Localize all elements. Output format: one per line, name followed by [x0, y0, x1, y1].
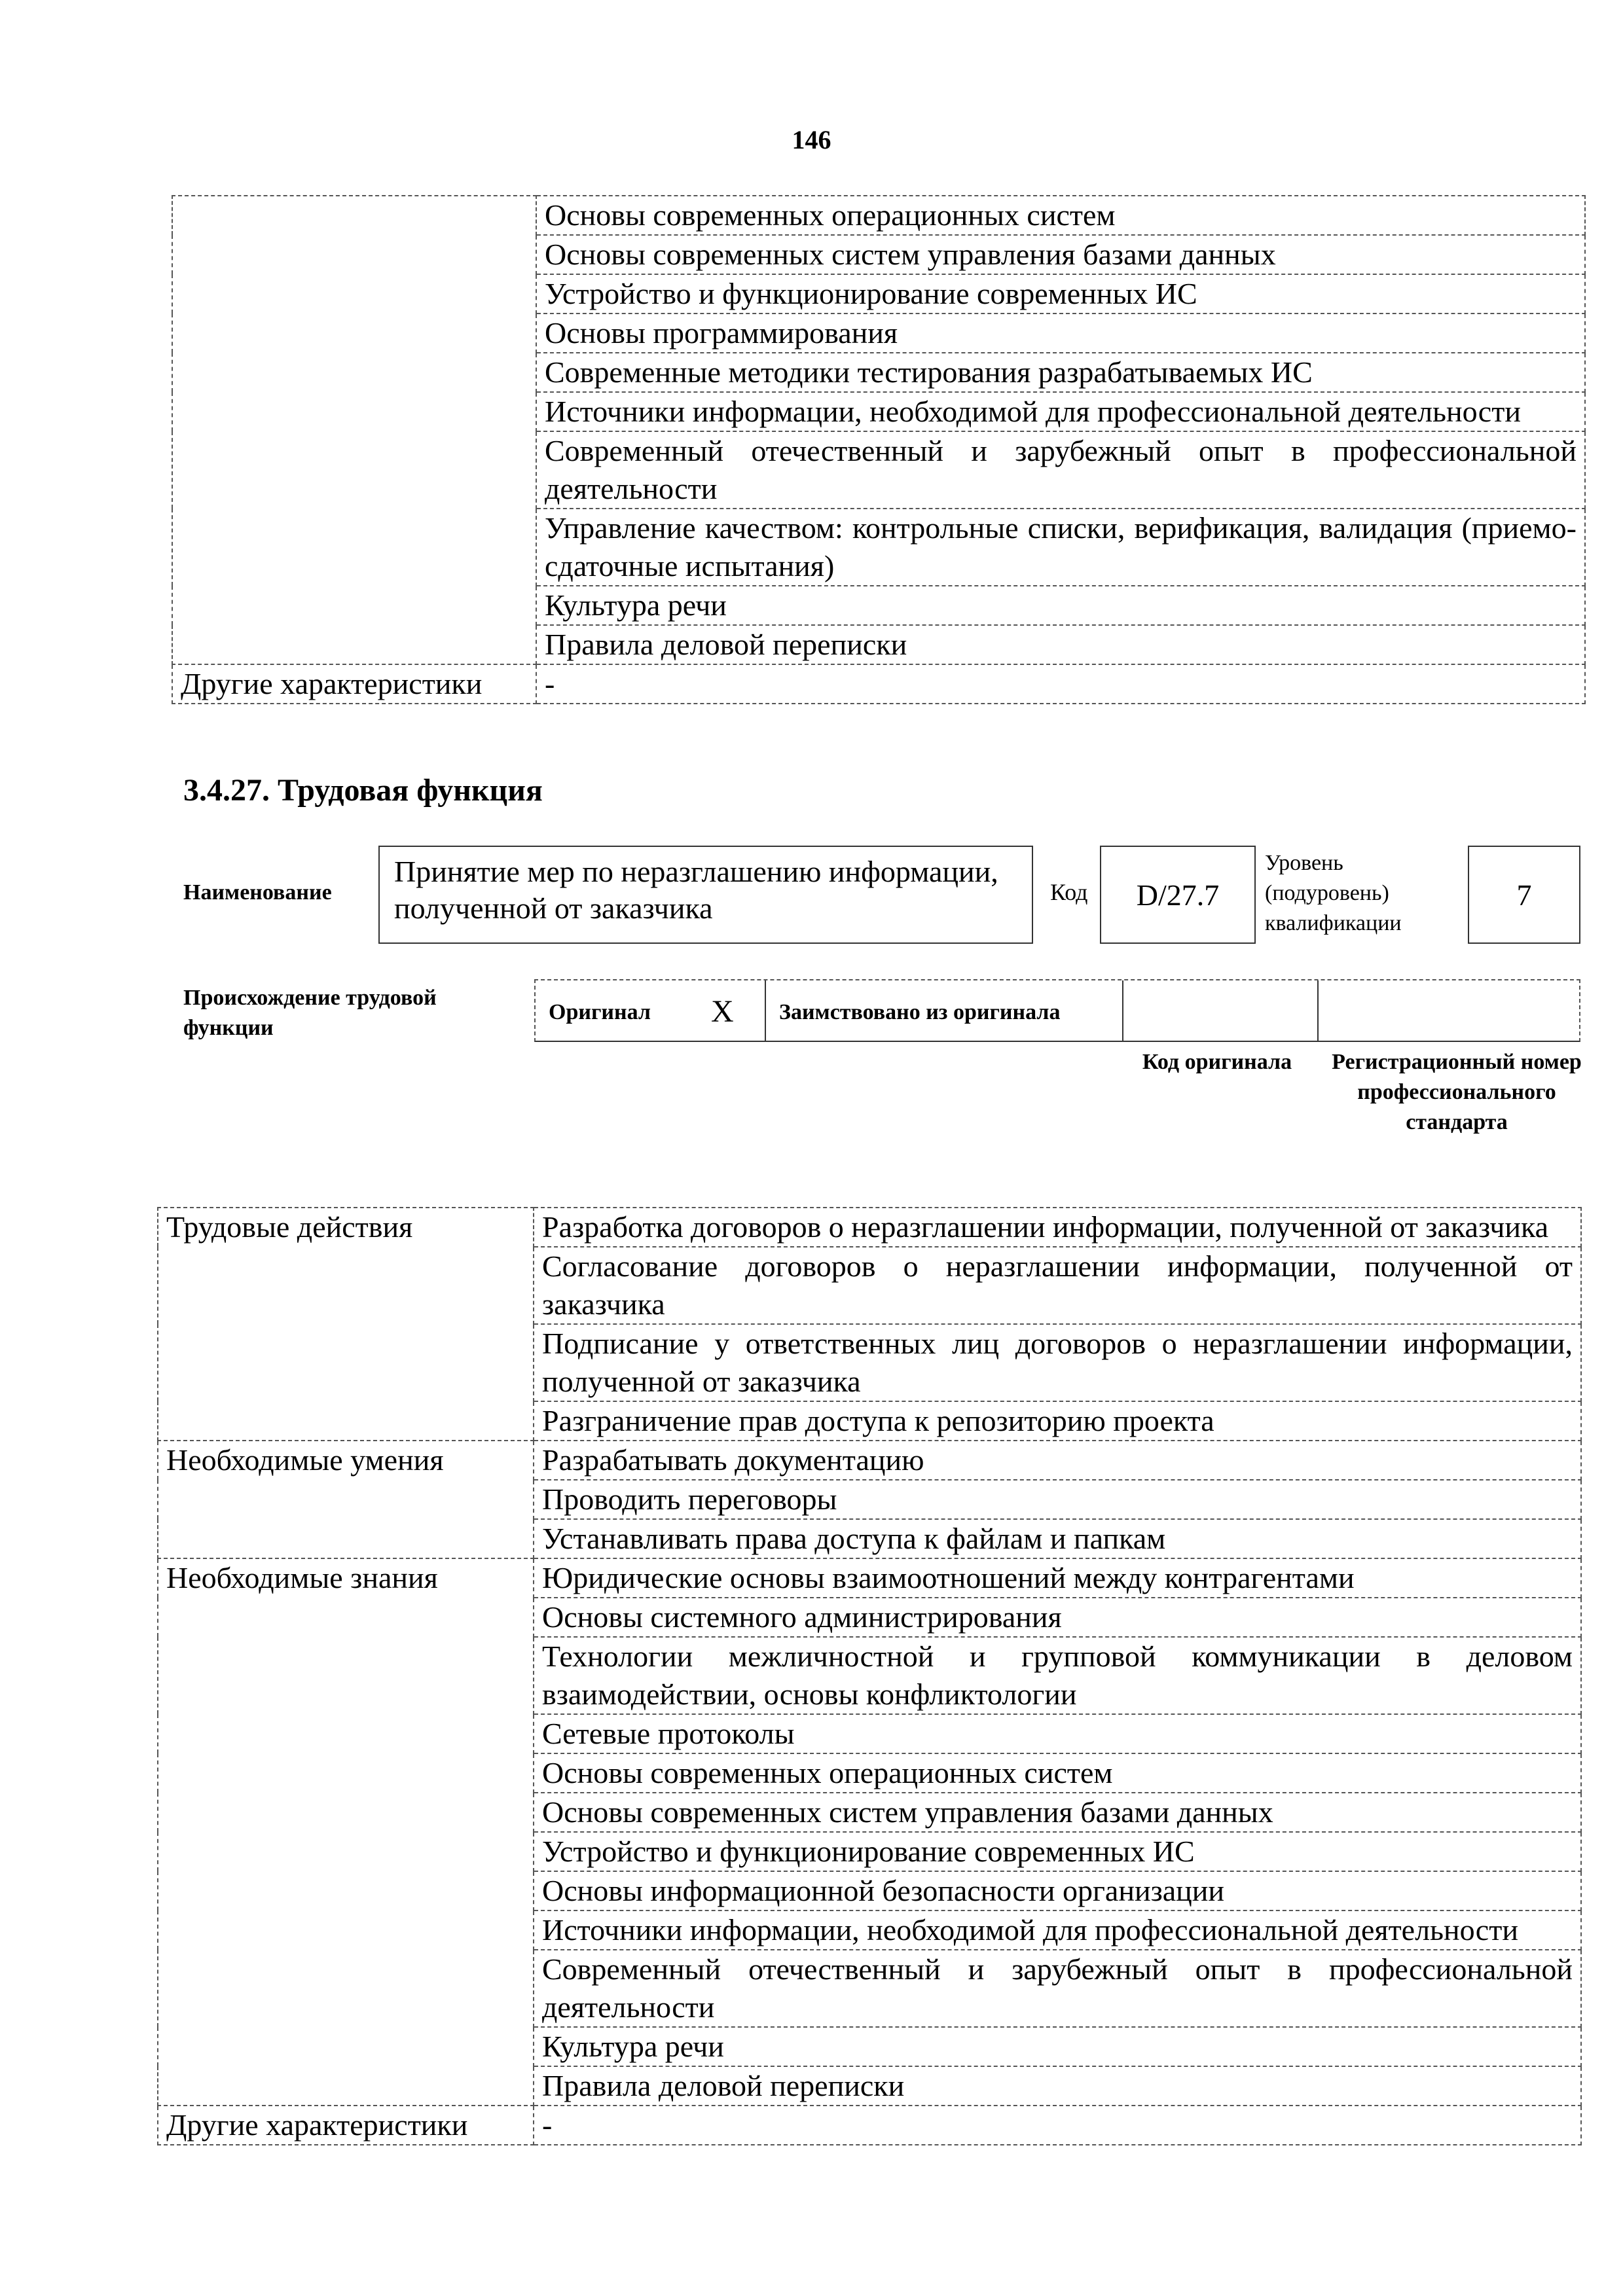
- table-label-cell: [158, 1598, 534, 1637]
- table-row: [158, 2066, 1581, 2106]
- table-label-cell: [172, 392, 536, 431]
- table-cell: Разрабатывать документацию: [534, 1441, 1581, 1480]
- reg-number-label: Регистрационный номер профессионального стандарта: [1332, 1050, 1582, 1134]
- table-cell: Основы программирования: [536, 314, 1585, 353]
- table-row: [172, 586, 1585, 625]
- table-cell: Основы информационной безопасности организации: [534, 1871, 1581, 1910]
- table-label-cell: [158, 1832, 534, 1871]
- table-label-cell: [158, 1753, 534, 1793]
- table-label-cell: [158, 1324, 534, 1401]
- code-label: Код: [1050, 879, 1088, 905]
- group-label-required-skills: Необходимые умения: [158, 1441, 534, 1480]
- table-row-other: [158, 2106, 1581, 2145]
- table-label-cell: [172, 509, 536, 586]
- table-label-cell: [172, 431, 536, 509]
- original-label: Оригинал: [549, 1000, 651, 1024]
- table-row: [158, 1714, 1581, 1753]
- table-cell: Основы системного администрирования: [534, 1598, 1581, 1637]
- table-row: [158, 1910, 1581, 1950]
- table-label-cell: [172, 274, 536, 314]
- table-row: [172, 625, 1585, 664]
- original-mark: X: [711, 994, 734, 1029]
- table-row: [172, 196, 1585, 235]
- table-cell: Юридические основы взаимоотношений между контрагентами: [534, 1558, 1581, 1598]
- table-row: [172, 509, 1585, 586]
- level-value: 7: [1516, 878, 1532, 912]
- table-label-cell: [158, 1871, 534, 1910]
- table-row: [172, 392, 1585, 431]
- code-value-box: [1100, 846, 1256, 944]
- table-row: [158, 1401, 1581, 1441]
- divider: [1122, 980, 1123, 1042]
- group-label-required-knowledge: Необходимые знания: [158, 1558, 534, 1598]
- divider: [765, 980, 766, 1042]
- origin-row: [534, 979, 1580, 1042]
- table-cell: Правила деловой переписки: [536, 625, 1585, 664]
- table-row: [158, 1441, 1581, 1480]
- table-label-cell: [158, 1480, 534, 1519]
- table-cell: Подписание у ответственных лиц договоров о неразглашении информации, полученной от заказчика: [534, 1324, 1581, 1401]
- table-label-cell: [172, 196, 536, 235]
- page-number: 146: [792, 125, 831, 154]
- table-cell: Источники информации, необходимой для профессиональной деятельности: [536, 392, 1585, 431]
- table-cell: Основы современных операционных систем: [536, 196, 1585, 235]
- origin-label: Происхождение трудовой функции: [183, 986, 437, 1040]
- table-row: [158, 1480, 1581, 1519]
- level-value-box: [1468, 846, 1580, 944]
- table-cell: Основы современных систем управления базами данных: [536, 235, 1585, 274]
- table-label-cell: [158, 1401, 534, 1441]
- table-row: [158, 1598, 1581, 1637]
- table-cell: Разработка договоров о неразглашении информации, полученной от заказчика: [534, 1208, 1581, 1247]
- group-label-labor-actions: Трудовые действия: [158, 1208, 534, 1247]
- table-row-other: [172, 664, 1585, 704]
- table-row: [172, 431, 1585, 509]
- table-cell: Устройство и функционирование современных ИС: [534, 1832, 1581, 1871]
- table-row: [158, 1950, 1581, 2027]
- table-cell: Сетевые протоколы: [534, 1714, 1581, 1753]
- table-row: [158, 2027, 1581, 2066]
- table-label-cell: [158, 1637, 534, 1714]
- table-cell: Согласование договоров о неразглашении информации, полученной от заказчика: [534, 1247, 1581, 1324]
- table-cell: Устройство и функционирование современных ИС: [536, 274, 1585, 314]
- table-label-cell: [172, 314, 536, 353]
- table-cell: Управление качеством: контрольные списки, верификация, валидация (приемо-сдаточные испытания): [536, 509, 1585, 586]
- table-cell: Современный отечественный и зарубежный опыт в профессиональной деятельности: [534, 1950, 1581, 2027]
- table-row: [158, 1519, 1581, 1558]
- table-cell: Проводить переговоры: [534, 1480, 1581, 1519]
- table-row: [172, 314, 1585, 353]
- table-label-cell: [158, 1910, 534, 1950]
- table-cell: Технологии межличностной и групповой коммуникации в деловом взаимодействии, основы конфликтологии: [534, 1637, 1581, 1714]
- divider: [1317, 980, 1319, 1042]
- table-label-cell: [158, 1247, 534, 1324]
- table-label-cell: [172, 353, 536, 392]
- table-row: [172, 353, 1585, 392]
- table-cell: Устанавливать права доступа к файлам и папкам: [534, 1519, 1581, 1558]
- table-cell: Основы современных операционных систем: [534, 1753, 1581, 1793]
- table-label-cell: [158, 2027, 534, 2066]
- table-cell: Разграничение прав доступа к репозиторию проекта: [534, 1401, 1581, 1441]
- other-characteristics-value: -: [536, 664, 1585, 704]
- table-cell: Основы современных систем управления базами данных: [534, 1793, 1581, 1832]
- table-row: [158, 1871, 1581, 1910]
- other-characteristics-value: -: [534, 2106, 1581, 2145]
- table-row: [158, 1793, 1581, 1832]
- borrowed-label: Заимствовано из оригинала: [779, 1000, 1061, 1024]
- table-row: [172, 274, 1585, 314]
- table-row: [172, 235, 1585, 274]
- labor-function-table: [157, 1207, 1582, 2145]
- level-label: Уровень (подуровень) квалификации: [1265, 851, 1402, 935]
- table-label-cell: [172, 586, 536, 625]
- name-label: Наименование: [183, 880, 332, 905]
- table-cell: Современный отечественный и зарубежный опыт в профессиональной деятельности: [536, 431, 1585, 509]
- table-cell: Культура речи: [534, 2027, 1581, 2066]
- table-cell: Источники информации, необходимой для профессиональной деятельности: [534, 1910, 1581, 1950]
- function-name-box: [378, 846, 1033, 944]
- code-value: D/27.7: [1136, 878, 1220, 912]
- table-row: [158, 1247, 1581, 1324]
- table-row: [158, 1637, 1581, 1714]
- table-label-cell: [158, 1714, 534, 1753]
- table-label-cell: [172, 625, 536, 664]
- table-row: [158, 1324, 1581, 1401]
- table-row: [158, 1558, 1581, 1598]
- other-characteristics-label: Другие характеристики: [172, 664, 536, 704]
- code-original-label: Код оригинала: [1142, 1050, 1292, 1074]
- table-label-cell: [158, 2066, 534, 2106]
- table-label-cell: [158, 1950, 534, 2027]
- table-label-cell: [158, 1519, 534, 1558]
- table-row: [158, 1832, 1581, 1871]
- table-label-cell: [172, 235, 536, 274]
- table-cell: Современные методики тестирования разрабатываемых ИС: [536, 353, 1585, 392]
- section-title: 3.4.27. Трудовая функция: [183, 773, 543, 808]
- table-cell: Культура речи: [536, 586, 1585, 625]
- top-knowledge-table: [172, 195, 1586, 704]
- table-row: [158, 1208, 1581, 1247]
- table-label-cell: [158, 1793, 534, 1832]
- function-name-value: Принятие мер по неразглашению информации, полученной от заказчика: [394, 855, 998, 925]
- table-cell: Правила деловой переписки: [534, 2066, 1581, 2106]
- other-characteristics-label: Другие характеристики: [158, 2106, 534, 2145]
- table-row: [158, 1753, 1581, 1793]
